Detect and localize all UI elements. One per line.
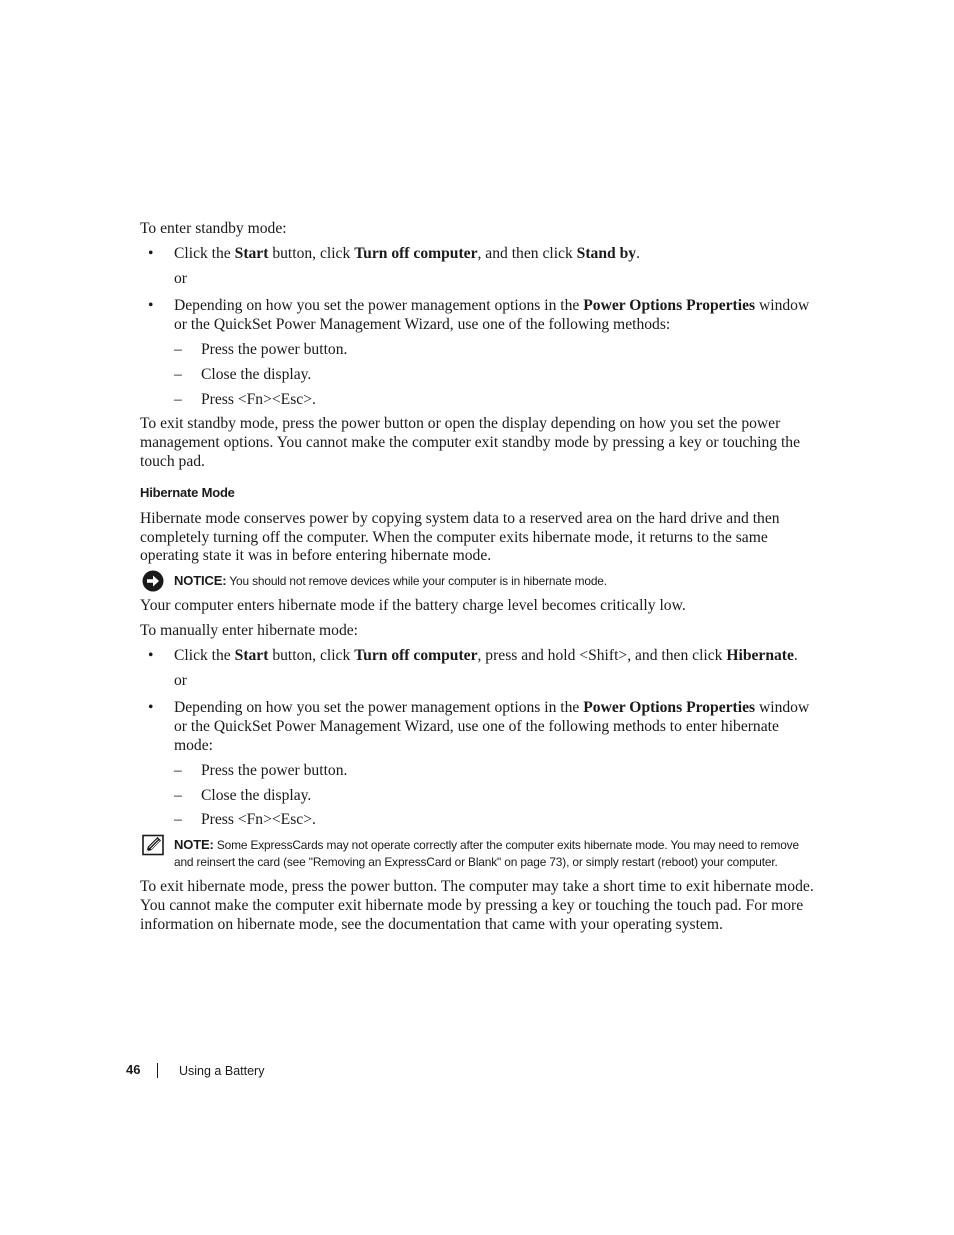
standby-method: – Close the display. <box>174 365 312 383</box>
battery-low-paragraph: Your computer enters hibernate mode if the battery charge level becomes critically low. <box>140 597 686 615</box>
ui-term: Stand by <box>576 244 637 262</box>
hibernate-bullet-power-options: • Depending on how you set the power management options in the Power Options Properties window or the QuickSet Power Management Wizard, use one of the following methods to enter hibernate mode: <box>148 699 810 754</box>
note-pencil-icon <box>142 834 164 856</box>
hibernate-method: – Close the display. <box>174 786 312 804</box>
standby-exit-paragraph: To exit standby mode, press the power button or open the display depending on how you set the power management options. You cannot make the computer exit standby mode by pressing a key or touching the touch pad. <box>140 415 801 470</box>
or-separator: or <box>174 269 187 287</box>
ui-term: Power Options Properties <box>583 297 756 315</box>
notice-callout <box>140 572 820 590</box>
section-heading: Hibernate Mode <box>140 484 235 500</box>
dash-marker: – <box>174 340 182 358</box>
notice-text: You should not remove devices while your computer is in hibernate mode. <box>226 574 607 589</box>
note-label: NOTE: <box>174 837 214 853</box>
note-text: Some ExpressCards may not operate correctly after the computer exits hibernate mode. You may need to remove and reinsert the card (see "Removing an ExpressCard or Blank" on page 73), or simply restart (reboot) your computer. <box>174 838 799 870</box>
page-content <box>140 220 820 941</box>
hibernate-intro: Hibernate mode conserves power by copying system data to a reserved area on the hard drive and then completely turning off the computer. When the computer exits hibernate mode, it returns to the same operating state it was in before entering hibernate mode. <box>140 509 780 565</box>
page-number: 46 <box>126 1062 141 1077</box>
standby-bullet-start: • Click the Start button, click Turn off computer, and then click Stand by. <box>148 244 640 262</box>
dash-marker: – <box>174 761 182 779</box>
ui-term: Power Options Properties <box>583 699 756 717</box>
bullet-marker: • <box>148 244 154 262</box>
dash-marker: – <box>174 365 182 383</box>
manual-hibernate-intro: To manually enter hibernate mode: <box>140 621 359 639</box>
notice-arrow-icon <box>142 570 164 592</box>
notice-label: NOTICE: <box>174 573 227 589</box>
ui-term: Turn off computer <box>354 646 478 664</box>
hibernate-bullet-start: • Click the Start button, click Turn off computer, press and hold <Shift>, and then click Hibernate. <box>148 646 798 664</box>
bullet-marker: • <box>148 297 154 315</box>
note-callout <box>140 836 820 871</box>
standby-method: – Press the power button. <box>174 340 348 358</box>
footer-section-title: Using a Battery <box>179 1064 265 1078</box>
hibernate-method: – Press <Fn><Esc>. <box>174 811 316 829</box>
dash-marker: – <box>174 811 182 829</box>
hibernate-exit-paragraph: To exit hibernate mode, press the power button. The computer may take a short time to exit hibernate mode. You cannot make the computer exit hibernate mode by pressing a key or touching the touch pad. For more information on hibernate mode, see the documentation that came with your operating system. <box>140 878 814 933</box>
standby-bullet-power-options: • Depending on how you set the power management options in the Power Options Properties window or the QuickSet Power Management Wizard, use one of the following methods: <box>148 297 810 334</box>
bullet-marker: • <box>148 646 154 664</box>
dash-marker: – <box>174 786 182 804</box>
hibernate-method: – Press the power button. <box>174 761 348 779</box>
standby-intro: To enter standby mode: <box>140 220 287 237</box>
ui-term: Start <box>234 244 269 262</box>
standby-method: – Press <Fn><Esc>. <box>174 390 316 408</box>
bullet-marker: • <box>148 699 154 717</box>
or-separator: or <box>174 671 187 689</box>
dash-marker: – <box>174 390 182 408</box>
footer-divider <box>157 1063 158 1078</box>
ui-term: Hibernate <box>726 646 794 664</box>
ui-term: Start <box>234 646 269 664</box>
ui-term: Turn off computer <box>354 244 478 262</box>
